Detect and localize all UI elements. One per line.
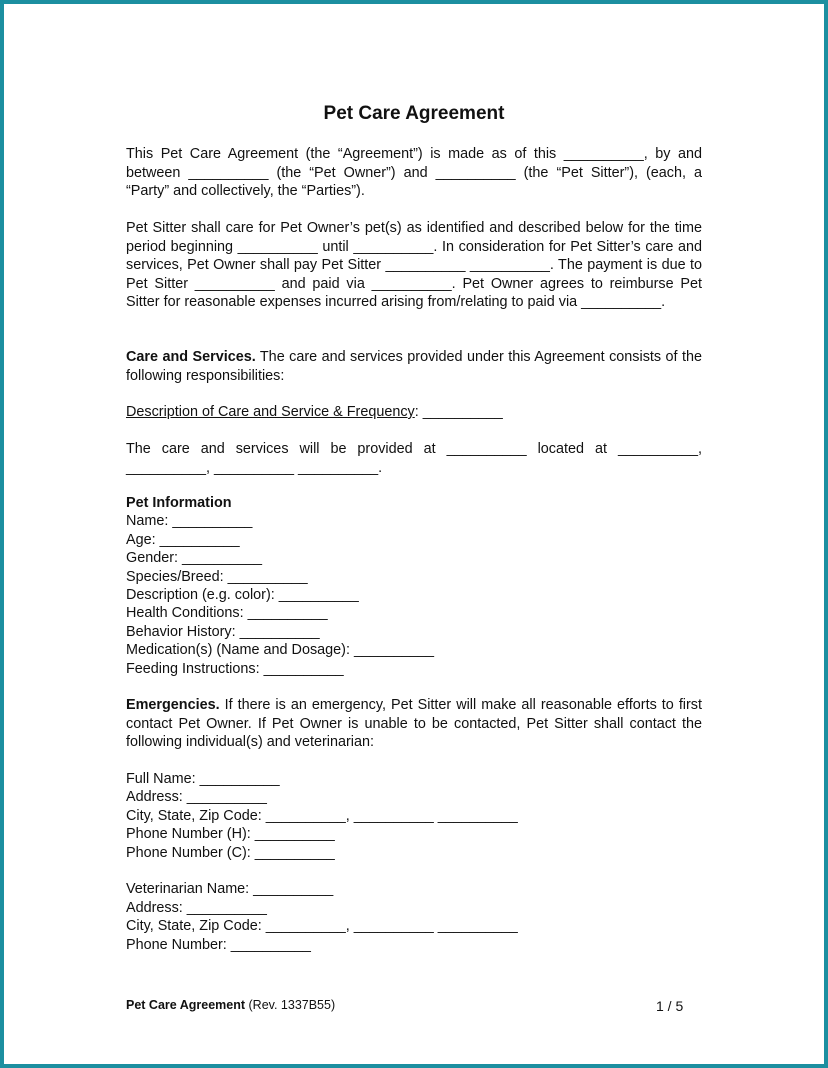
contact-field: Phone Number (C): __________ bbox=[126, 845, 335, 861]
emergencies-heading: Emergencies. bbox=[126, 697, 220, 713]
pet-field: Medication(s) (Name and Dosage): __________ bbox=[126, 642, 434, 658]
contact-field: Address: __________ bbox=[126, 789, 267, 805]
pet-field: Feeding Instructions: __________ bbox=[126, 661, 344, 677]
contact-field: Full Name: __________ bbox=[126, 771, 280, 787]
vet-field: City, State, Zip Code: __________, __________ __________ bbox=[126, 918, 518, 934]
description-line bbox=[126, 403, 503, 422]
page-number: 1 / 5 bbox=[656, 998, 684, 1014]
pet-field: Description (e.g. color): __________ bbox=[126, 587, 359, 603]
pet-field: Gender: __________ bbox=[126, 550, 263, 566]
description-label: Description of Care and Service & Frequency bbox=[126, 404, 415, 420]
emergencies-text: If there is an emergency, Pet Sitter will make all reasonable efforts to first contact Pet Owner. If Pet Owner is unable to be contacted, Pet Sitter shall contact the following individual(s) and veterinarian: bbox=[126, 697, 702, 750]
pet-field: Health Conditions: __________ bbox=[126, 605, 328, 621]
vet-field: Phone Number: __________ bbox=[126, 937, 311, 953]
footer-title: Pet Care Agreement bbox=[126, 998, 246, 1012]
pet-field: Name: __________ bbox=[126, 513, 253, 529]
pet-field: Species/Breed: __________ bbox=[126, 569, 308, 585]
pet-field: Behavior History: __________ bbox=[126, 624, 320, 640]
sitter-paragraph: Pet Sitter shall care for Pet Owner’s pet(s) as identified and described below for the time period beginning __________ until __________. In consideration for Pet Sitter’s care and services, Pet Owner shall pay Pet Sitter __________ __________. The payment is due to Pet Sitter __________ and paid via __________. Pet Owner agrees to reimburse Pet Sitter for reasonable expenses incurred arising from/relating to paid via __________. bbox=[126, 220, 702, 310]
contact-field: City, State, Zip Code: __________, __________ __________ bbox=[126, 808, 518, 824]
vet-field: Veterinarian Name: __________ bbox=[126, 881, 334, 897]
care-text: The care and services provided under this Agreement consists of the following responsibilities: bbox=[126, 349, 702, 384]
contact-field: Phone Number (H): __________ bbox=[126, 826, 335, 842]
intro-paragraph: This Pet Care Agreement (the “Agreement”) is made as of this __________, by and between __________ (the “Pet Owner”) and __________ (the “Pet Sitter”), (each, a “Party” and collectively, the “Parties”). bbox=[126, 146, 702, 199]
pet-field: Age: __________ bbox=[126, 532, 240, 548]
pet-info-heading: Pet Information bbox=[126, 495, 232, 511]
document-title: Pet Care Agreement bbox=[323, 103, 505, 124]
footer-revision: (Rev. 1337B55) bbox=[245, 998, 336, 1012]
provided-paragraph: The care and services will be provided at __________ located at __________, __________, __________ __________. bbox=[126, 441, 702, 476]
care-paragraph bbox=[126, 348, 702, 385]
emergencies-paragraph bbox=[126, 696, 702, 752]
care-heading: Care and Services. bbox=[126, 349, 256, 365]
vet-field: Address: __________ bbox=[126, 900, 267, 916]
page-footer bbox=[126, 998, 335, 1012]
description-blank: : __________ bbox=[414, 404, 503, 420]
